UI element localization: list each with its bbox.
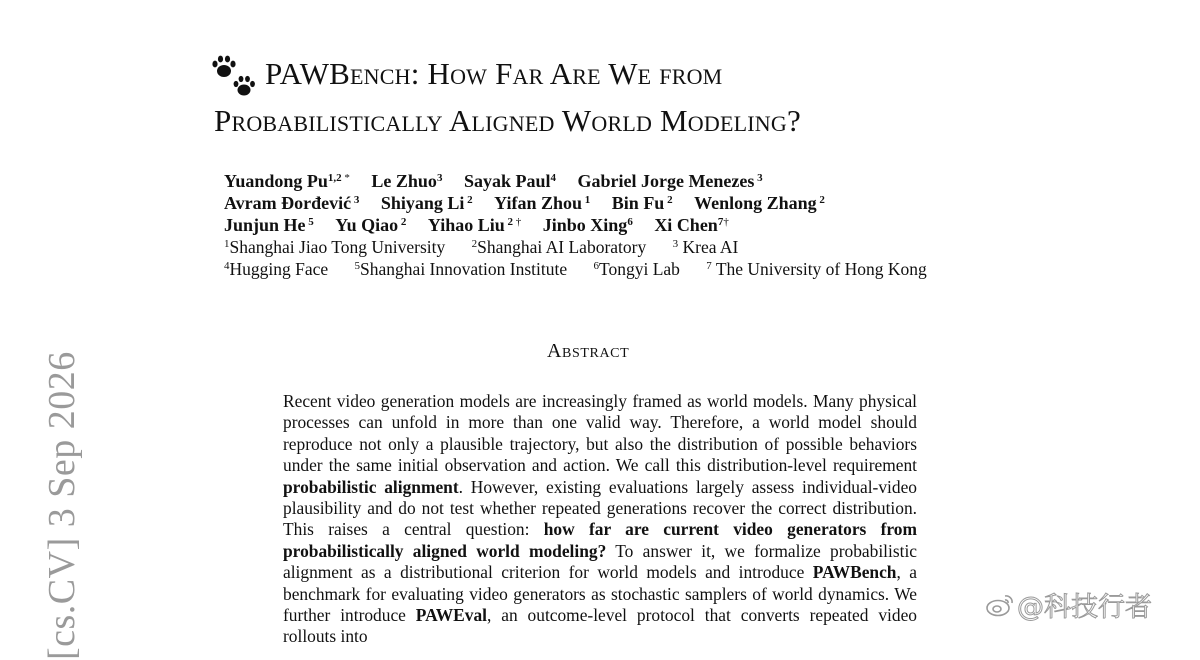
author: Junjun He $^5$ — [224, 215, 314, 235]
author-line-2 — [224, 192, 1124, 214]
author: Xi Chen$^{7\dagger}$ — [654, 215, 729, 235]
affiliation: $^1$Shanghai Jiao Tong University — [224, 237, 446, 257]
watermark-text: @科技行者 — [1017, 592, 1152, 623]
author: Shiyang Li $^2$ — [380, 193, 473, 213]
weibo-icon — [985, 592, 1015, 618]
bold-protocol-name: PAWEval — [415, 605, 487, 626]
author: Bin Fu $^2$ — [611, 193, 673, 213]
affiliation: $^4$Hugging Face — [224, 259, 329, 279]
affiliation: $^2$Shanghai AI Laboratory — [471, 237, 647, 257]
author-line-3 — [224, 214, 1124, 236]
paper-title-line-2: Probabilistically Aligned World Modeling? — [214, 103, 801, 138]
bold-term: probabilistic alignment — [283, 476, 459, 497]
abstract-text: Recent video generation models are increasingly framed as world models. Many physical processes can unfold in more than one valid way. Therefore, a world model should reproduce not only a plausible trajectory, but also the distribution of possible behaviors under the same initial observation and action. We call this distribution-level requirement probabilistic alignment. However, existing evaluations largely assess individual-video plausibility and do not test whether repeated generations recover the correct distribution. This raises a central question: how far are current video generators from probabilistically aligned world modeling? To answer it, we formalize probabilistic alignment as a distributional criterion for world models and introduce PAWBench, a benchmark for evaluating video generators as stochastic samplers of world dynamics. We further introduce PAWEval, an outcome-level protocol that converts repeated video rollouts into — [283, 391, 917, 647]
affiliation: $^5$Shanghai Innovation Institute — [354, 259, 568, 279]
bold-benchmark-name: PAWBench — [812, 562, 897, 583]
paper-title-line-1: PAWBench: How Far Are We from — [265, 56, 723, 91]
arxiv-identifier-stamp: [cs.CV] 3 Sep 2026 — [41, 351, 83, 660]
author: Sayak Paul$^4$ — [463, 171, 556, 191]
author-block — [224, 170, 1124, 280]
affiliation: $^3$ Krea AI — [672, 237, 739, 257]
watermark — [985, 585, 1152, 624]
author: Le Zhuo$^3$ — [371, 171, 443, 191]
author: Avram Đorđević $^3$ — [224, 193, 360, 213]
author: Yuandong Pu$^{1,2}$ * — [224, 171, 350, 191]
bold-question: how far are current video generators from probabilistically aligned world modeling? — [283, 519, 917, 561]
affiliation-line-1 — [224, 236, 1124, 258]
author: Jinbo Xing$^6$ — [542, 215, 633, 235]
affiliation-line-2 — [224, 258, 1124, 280]
author: Yifan Zhou $^1$ — [494, 193, 591, 213]
author: Yu Qiao $^2$ — [335, 215, 407, 235]
author: Gabriel Jorge Menezes $^3$ — [577, 171, 763, 191]
affiliation: $^7$ The University of Hong Kong — [706, 259, 927, 279]
affiliation: $^6$Tongyi Lab — [593, 259, 680, 279]
paper-title — [214, 50, 1114, 144]
author: Wenlong Zhang $^2$ — [694, 193, 825, 213]
author: Yihao Liu $^2$ † — [427, 215, 522, 235]
author-line-1 — [224, 170, 1124, 192]
abstract-heading: Abstract — [547, 340, 630, 362]
